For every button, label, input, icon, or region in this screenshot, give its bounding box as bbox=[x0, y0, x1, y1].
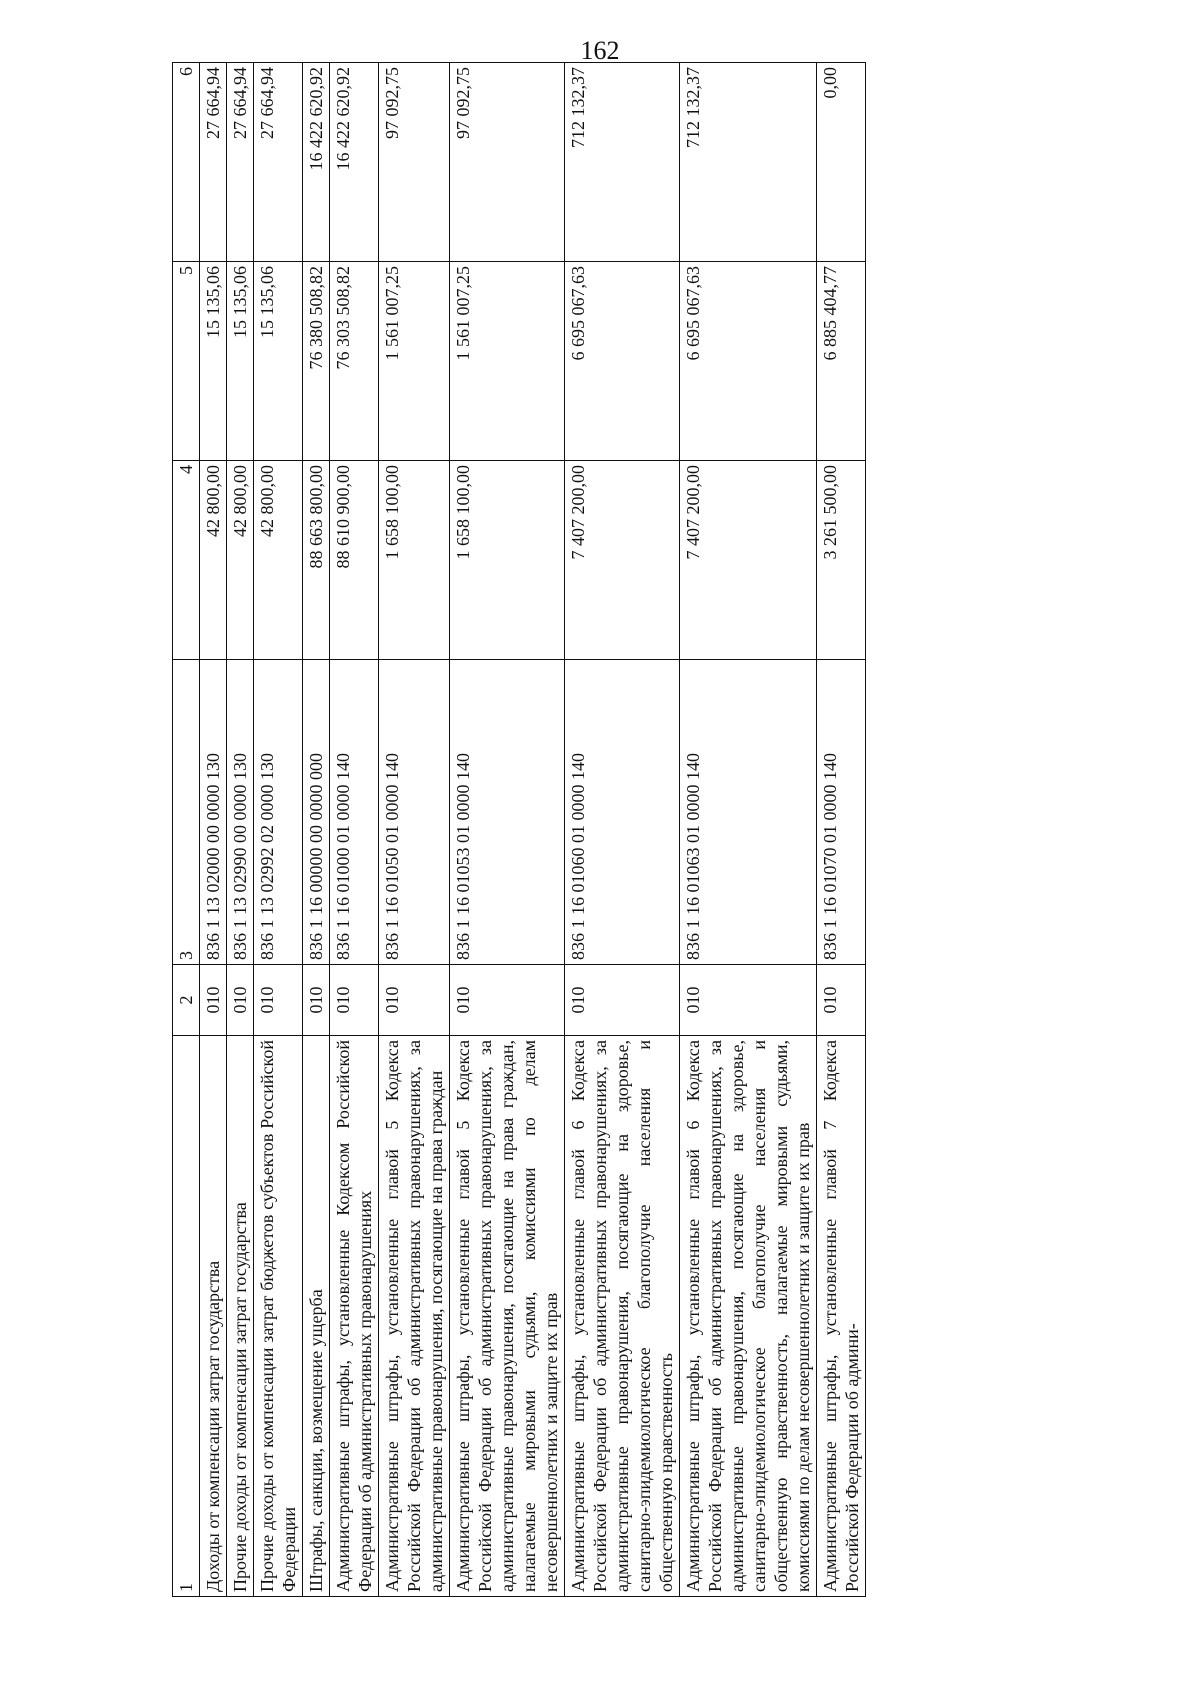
row-name: Прочие доходы от компенсации затрат бюджетов субъектов Российской Федерации bbox=[254, 1036, 303, 1597]
table-row bbox=[330, 63, 379, 1597]
row-code: 010 bbox=[379, 965, 450, 1036]
header-col-1: 1 bbox=[173, 1036, 200, 1597]
table-row bbox=[379, 63, 450, 1597]
row-code: 010 bbox=[303, 965, 330, 1036]
row-value-6: 97 092,75 bbox=[450, 63, 565, 262]
row-kbk: 836 1 16 01063 01 0000 140 bbox=[680, 660, 817, 965]
row-value-4: 42 800,00 bbox=[254, 461, 303, 660]
row-kbk: 836 1 16 01000 01 0000 140 bbox=[330, 660, 379, 965]
row-value-5: 15 135,06 bbox=[254, 262, 303, 461]
row-value-4: 42 800,00 bbox=[200, 461, 227, 660]
row-value-5: 6 885 404,77 bbox=[817, 262, 866, 461]
row-value-6: 27 664,94 bbox=[227, 63, 254, 262]
row-value-6: 16 422 620,92 bbox=[330, 63, 379, 262]
row-kbk: 836 1 13 02992 02 0000 130 bbox=[254, 660, 303, 965]
row-value-5: 15 135,06 bbox=[200, 262, 227, 461]
row-name: Административные штрафы, установленные главой 6 Кодекса Российской Федерации об административных правонарушениях, за административные правонарушения, посягающие на здоровье, санитарно-эпидемиологическое благополучие населения и общественную нравственность, налагаемые мировыми судьями, комиссиями по делам несовершеннолетних и защите их прав bbox=[680, 1036, 817, 1597]
table-row bbox=[565, 63, 680, 1597]
row-name: Административные штрафы, установленные главой 7 Кодекса Российской Федерации об админи- bbox=[817, 1036, 866, 1597]
row-code: 010 bbox=[330, 965, 379, 1036]
row-value-4: 3 261 500,00 bbox=[817, 461, 866, 660]
row-value-5: 76 380 508,82 bbox=[303, 262, 330, 461]
row-code: 010 bbox=[565, 965, 680, 1036]
row-value-5: 15 135,06 bbox=[227, 262, 254, 461]
table-row bbox=[303, 63, 330, 1597]
row-value-6: 27 664,94 bbox=[254, 63, 303, 262]
table-row bbox=[680, 63, 817, 1597]
row-value-6: 27 664,94 bbox=[200, 63, 227, 262]
row-kbk: 836 1 13 02990 00 0000 130 bbox=[227, 660, 254, 965]
row-code: 010 bbox=[817, 965, 866, 1036]
row-value-6: 16 422 620,92 bbox=[303, 63, 330, 262]
row-name: Штрафы, санкции, возмещение ущерба bbox=[303, 1036, 330, 1597]
row-value-6: 712 132,37 bbox=[565, 63, 680, 262]
row-name: Административные штрафы, установленные главой 6 Кодекса Российской Федерации об административных правонарушениях, за административные правонарушения, посягающие на здоровье, санитарно-эпидемиологическое благополучие населения и общественную нравственность bbox=[565, 1036, 680, 1597]
row-code: 010 bbox=[200, 965, 227, 1036]
header-col-6: 6 bbox=[173, 63, 200, 262]
row-code: 010 bbox=[450, 965, 565, 1036]
row-code: 010 bbox=[680, 965, 817, 1036]
row-value-4: 7 407 200,00 bbox=[680, 461, 817, 660]
table-row bbox=[450, 63, 565, 1597]
row-name: Административные штрафы, установленные главой 5 Кодекса Российской Федерации об административных правонарушениях, за административные правонарушения, посягающие на права граждан bbox=[379, 1036, 450, 1597]
row-value-6: 97 092,75 bbox=[379, 63, 450, 262]
revenue-table bbox=[172, 62, 866, 1597]
header-col-3: 3 bbox=[173, 660, 200, 965]
row-name: Прочие доходы от компенсации затрат государства bbox=[227, 1036, 254, 1597]
row-value-4: 1 658 100,00 bbox=[379, 461, 450, 660]
row-value-4: 1 658 100,00 bbox=[450, 461, 565, 660]
page-number: 162 bbox=[580, 36, 620, 65]
row-value-6: 0,00 bbox=[817, 63, 866, 262]
row-value-5: 1 561 007,25 bbox=[450, 262, 565, 461]
row-kbk: 836 1 16 01050 01 0000 140 bbox=[379, 660, 450, 965]
row-kbk: 836 1 16 01053 01 0000 140 bbox=[450, 660, 565, 965]
table-row bbox=[254, 63, 303, 1597]
header-col-2: 2 bbox=[173, 965, 200, 1036]
row-kbk: 836 1 16 01060 01 0000 140 bbox=[565, 660, 680, 965]
rotated-table-container bbox=[172, 67, 1074, 1597]
row-code: 010 bbox=[227, 965, 254, 1036]
row-value-6: 712 132,37 bbox=[680, 63, 817, 262]
row-name: Административные штрафы, установленные главой 5 Кодекса Российской Федерации об административных правонарушениях, за административные правонарушения, посягающие на права граждан, налагаемые мировыми судьями, комиссиями по делам несовершеннолетних и защите их прав bbox=[450, 1036, 565, 1597]
row-value-5: 76 303 508,82 bbox=[330, 262, 379, 461]
row-value-5: 1 561 007,25 bbox=[379, 262, 450, 461]
row-value-4: 42 800,00 bbox=[227, 461, 254, 660]
table-row bbox=[227, 63, 254, 1597]
table-row bbox=[817, 63, 866, 1597]
row-value-4: 7 407 200,00 bbox=[565, 461, 680, 660]
row-name: Административные штрафы, установленные Кодексом Российской Федерации об административных правонарушениях bbox=[330, 1036, 379, 1597]
row-code: 010 bbox=[254, 965, 303, 1036]
header-col-5: 5 bbox=[173, 262, 200, 461]
row-value-4: 88 610 900,00 bbox=[330, 461, 379, 660]
header-col-4: 4 bbox=[173, 461, 200, 660]
row-name: Доходы от компенсации затрат государства bbox=[200, 1036, 227, 1597]
header-row bbox=[173, 63, 200, 1597]
table-row bbox=[200, 63, 227, 1597]
row-kbk: 836 1 16 00000 00 0000 000 bbox=[303, 660, 330, 965]
row-kbk: 836 1 13 02000 00 0000 130 bbox=[200, 660, 227, 965]
row-value-4: 88 663 800,00 bbox=[303, 461, 330, 660]
row-value-5: 6 695 067,63 bbox=[565, 262, 680, 461]
row-value-5: 6 695 067,63 bbox=[680, 262, 817, 461]
row-kbk: 836 1 16 01070 01 0000 140 bbox=[817, 660, 866, 965]
